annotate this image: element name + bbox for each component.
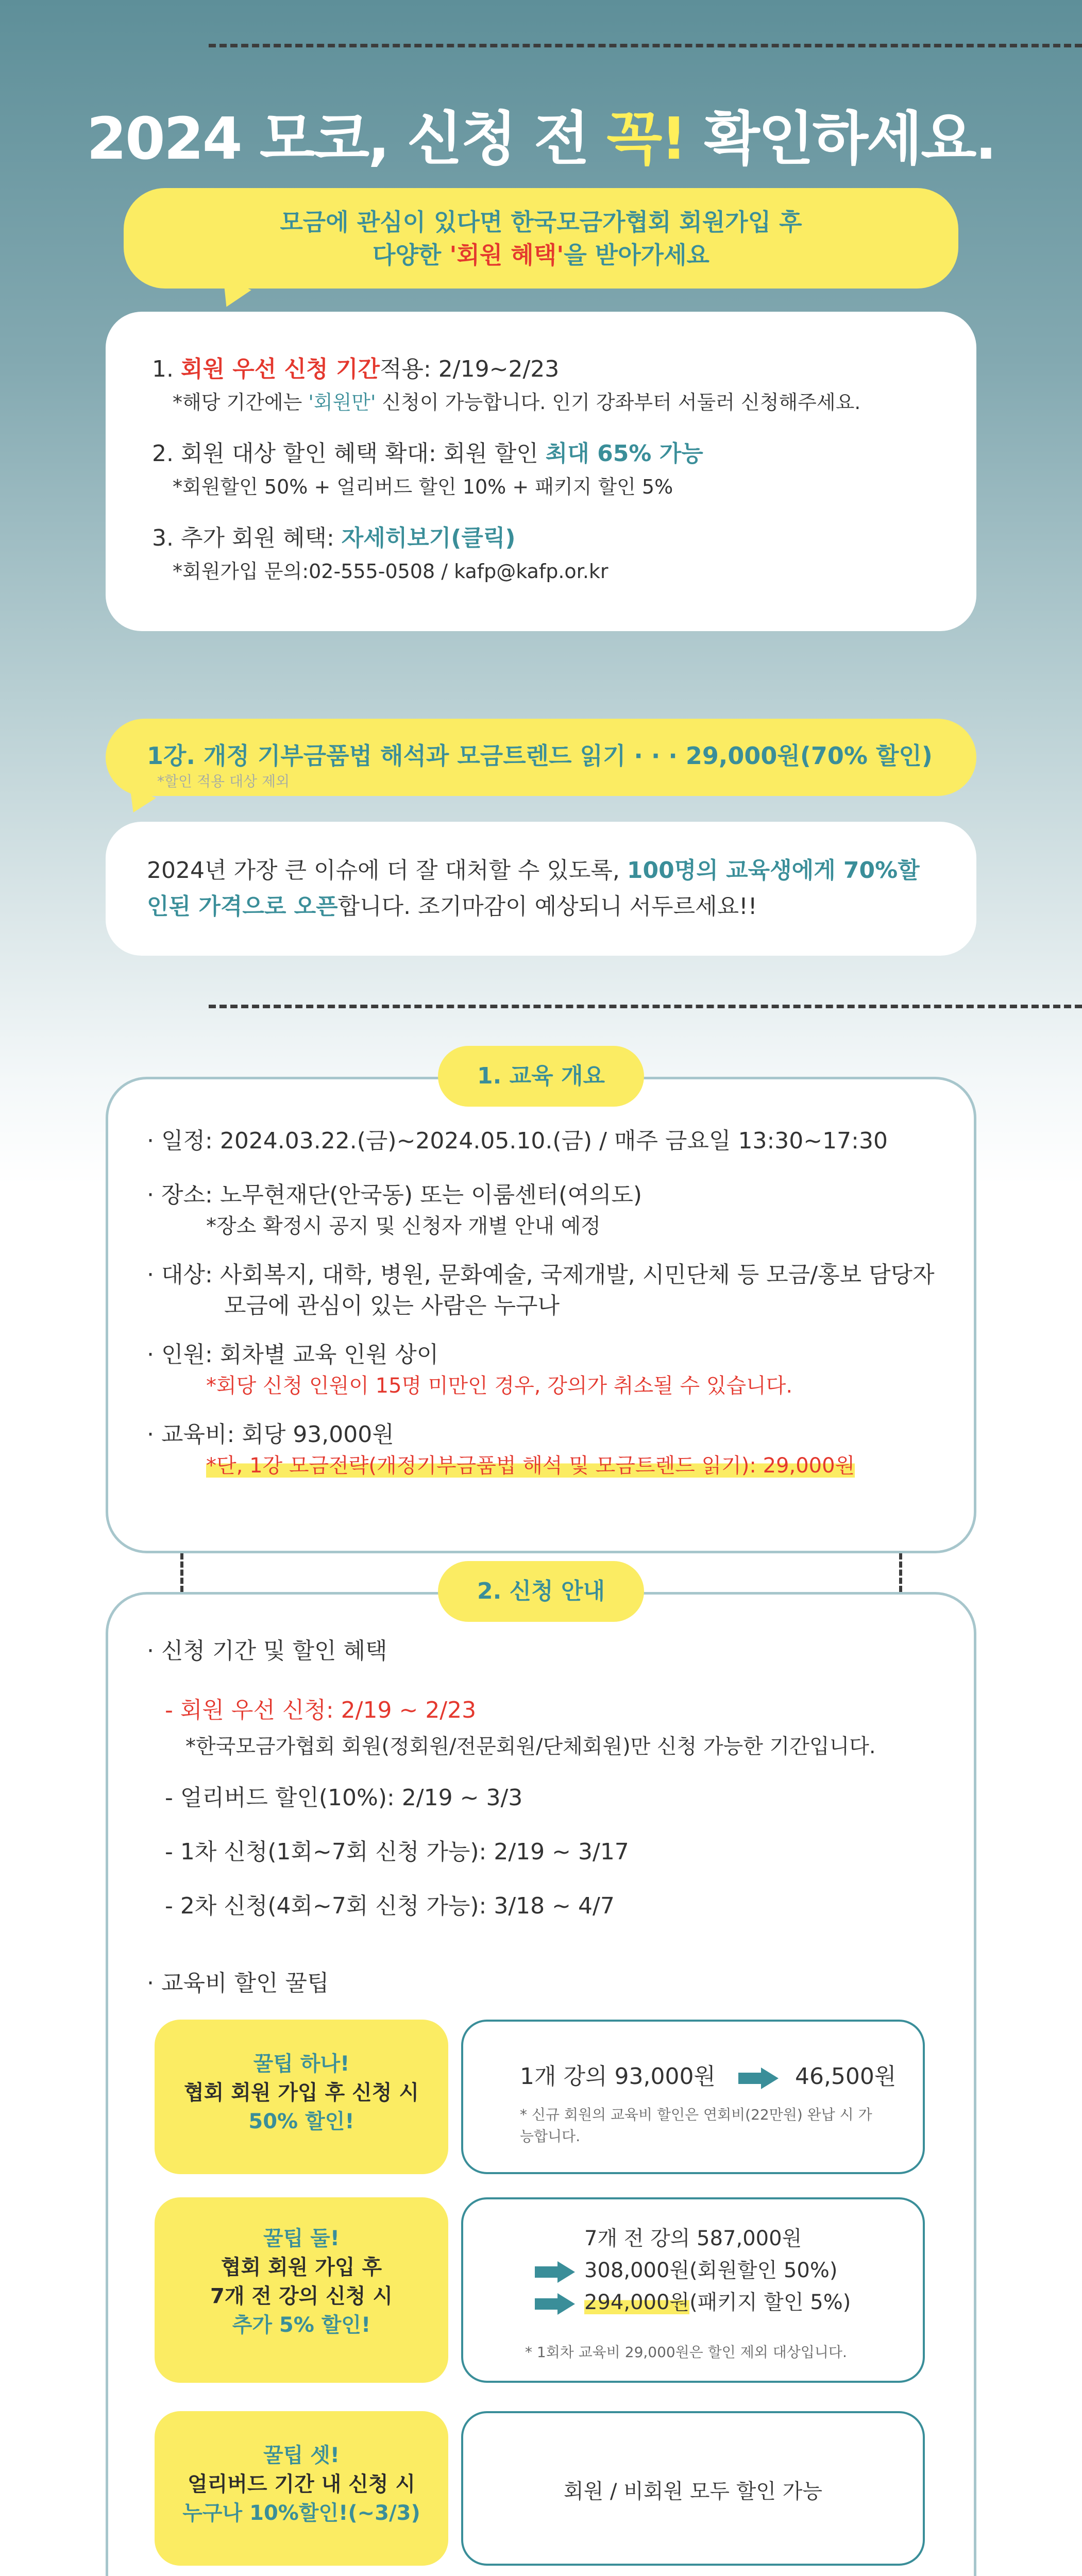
tip1-note: * 신규 회원의 교육비 할인은 연회비(22만원) 완납 시 가능합니다. [520, 2106, 872, 2145]
target-line2: 모금에 관심이 있는 사람은 누구나 [224, 1293, 560, 1319]
member-benefits-card [106, 312, 976, 631]
membership-promo-banner [124, 188, 958, 289]
benefit-1-note: *해당 기간에는 '회원만' 신청이 가능합니다. 인기 강좌부터 서둘러 신청해주세요. [173, 391, 861, 414]
arrow-right-icon [738, 2067, 780, 2088]
lecture1-desc-card [106, 822, 976, 956]
lecture1-subnote: *할인 적용 대상 제외 [157, 773, 290, 790]
benefit-2: 2. 회원 대상 할인 혜택 확대: 회원 할인 최대 65% 가능 [152, 440, 703, 467]
tip1-card: 꿀팁 하나! 협회 회원 가입 후 신청 시 50% 할인! [155, 2020, 448, 2174]
period-round2: - 2차 신청(4회~7회 신청 가능): 3/18 ~ 4/7 [165, 1893, 615, 1919]
connector-left [180, 1553, 183, 1592]
tip3-card: 꿀팁 셋! 얼리버드 기간 내 신청 시 누구나 10%할인!(~3/3) [155, 2411, 448, 2566]
tip1-detail [461, 2020, 925, 2174]
section2-pill: 2. 신청 안내 [438, 1561, 644, 1622]
lecture1-banner [106, 719, 976, 796]
arrow-right-icon [535, 2261, 576, 2282]
benefit-2-note: *회원할인 50% + 얼리버드 할인 10% + 패키지 할인 5% [173, 476, 673, 498]
tip2-card: 꿀팁 둘! 협회 회원 가입 후 7개 전 강의 신청 시 추가 5% 할인! [155, 2197, 448, 2383]
benefit-3-note: *회원가입 문의:02-555-0508 / kafp@kafp.or.kr [173, 560, 608, 583]
tip2-calc: 7개 전 강의 587,000원 308,000원(회원할인 50%) 294,000원(패키지 할인 5%) [584, 2223, 851, 2318]
connector-right [899, 1553, 902, 1592]
period-title: · 신청 기간 및 할인 혜택 [147, 1636, 387, 1667]
promo-line-2: 다양한 '회원 혜택'을 받아가세요 [373, 241, 709, 269]
place: · 장소: 노무현재단(안국동) 또는 이룸센터(여의도) [147, 1180, 642, 1211]
fee-note: *단, 1강 모금전략(개정기부금품법 해석 및 모금트렌드 읽기): 29,000원 [206, 1454, 855, 1478]
period-member-priority: - 회원 우선 신청: 2/19 ~ 2/23 [165, 1697, 477, 1723]
more-benefits-link[interactable]: 자세히보기(클릭) [341, 525, 516, 551]
mid-divider [209, 1005, 1082, 1008]
tip2-note: * 1회차 교육비 29,000원은 할인 제외 대상입니다. [525, 2344, 847, 2361]
period-member-note: *한국모금가협회 회원(정회원/전문회원/단체회원)만 신청 가능한 기간입니다. [185, 1735, 876, 1758]
top-divider [209, 44, 1082, 47]
tip2-detail [461, 2197, 925, 2383]
tip1-calc: 1개 강의 93,000원 46,500원 [520, 2063, 897, 2090]
arrow-right-icon [535, 2293, 576, 2314]
place-note: *장소 확정시 공지 및 신청자 개별 안내 예정 [206, 1214, 601, 1238]
period-round1: - 1차 신청(1회~7회 신청 가능): 2/19 ~ 3/17 [165, 1839, 629, 1865]
period-early-bird: - 얼리버드 할인(10%): 2/19 ~ 3/3 [165, 1785, 523, 1811]
schedule: · 일정: 2024.03.22.(금)~2024.05.10.(금) / 매주 금요일 13:30~17:30 [147, 1126, 888, 1157]
tip3-detail [461, 2411, 925, 2566]
benefit-1: 1. 회원 우선 신청 기간적용: 2/19~2/23 [152, 356, 560, 382]
section1-pill: 1. 교육 개요 [438, 1046, 644, 1107]
tips-title: · 교육비 할인 꿀팁 [147, 1968, 329, 1999]
lecture1-title: 1강. 개정 기부금품법 해석과 모금트렌드 읽기 · · · 29,000원(70% 할인) [147, 742, 933, 770]
promo-line-1: 모금에 관심이 있다면 한국모금가협회 회원가입 후 [280, 208, 802, 236]
lecture1-desc: 2024년 가장 큰 이슈에 더 잘 대처할 수 있도록, 100명의 교육생에게 70%할인된 가격으로 오픈합니다. 조기마감이 예상되니 서두르세요!! [147, 857, 920, 920]
tip3-text: 회원 / 비회원 모두 할인 가능 [563, 2480, 823, 2503]
page-title: 2024 모코, 신청 전 꼭! 확인하세요. [87, 106, 995, 173]
target: · 대상: 사회복지, 대학, 병원, 문화예술, 국제개발, 시민단체 등 모금/홍보 담당자 [147, 1260, 935, 1291]
benefit-3: 3. 추가 회원 혜택: 자세히보기(클릭) [152, 525, 516, 551]
fee: · 교육비: 회당 93,000원 [147, 1419, 394, 1450]
people-note: *회당 신청 인원이 15명 미만인 경우, 강의가 취소될 수 있습니다. [206, 1374, 793, 1398]
people: · 인원: 회차별 교육 인원 상이 [147, 1340, 438, 1370]
